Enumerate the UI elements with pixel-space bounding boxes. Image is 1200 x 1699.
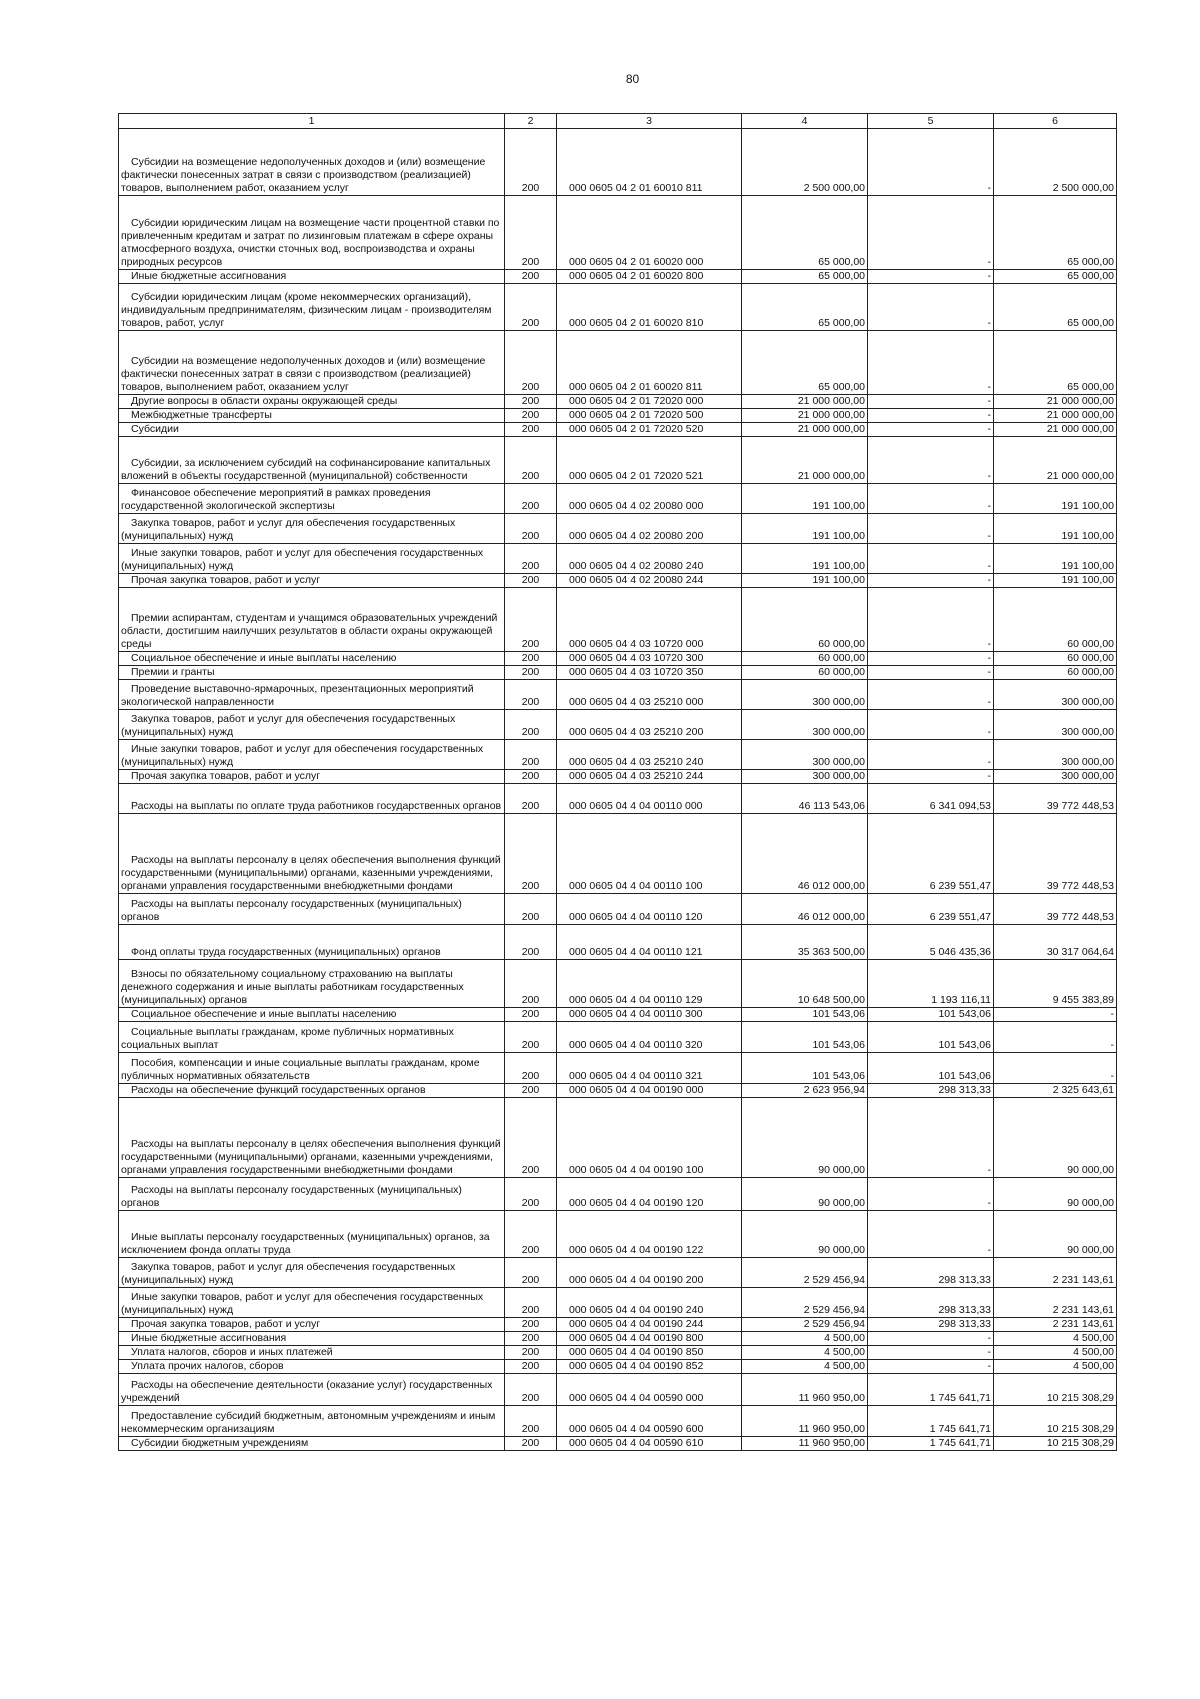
row-unexecuted-cell: 65 000,00 xyxy=(994,331,1117,395)
row-budget-code-cell: 000 0605 04 4 03 25210 200 xyxy=(557,710,742,740)
row-executed-cell: 6 239 551,47 xyxy=(868,814,994,894)
row-budget-code-cell: 000 0605 04 4 04 00190 800 xyxy=(557,1332,742,1346)
row-admin-code-cell: 200 xyxy=(505,740,557,770)
table-row xyxy=(119,1437,1117,1451)
row-unexecuted-cell: - xyxy=(994,1022,1117,1053)
row-approved-cell: 60 000,00 xyxy=(742,588,868,652)
row-unexecuted-cell: 39 772 448,53 xyxy=(994,784,1117,814)
row-budget-code-cell: 000 0605 04 4 04 00190 100 xyxy=(557,1098,742,1178)
row-name-cell: Пособия, компенсации и иные социальные выплаты гражданам, кроме публичных нормативных обязательств xyxy=(119,1053,505,1084)
table-row xyxy=(119,437,1117,484)
row-executed-cell: 1 745 641,71 xyxy=(868,1374,994,1406)
row-unexecuted-cell: 300 000,00 xyxy=(994,680,1117,710)
row-name-cell: Субсидии юридическим лицам (кроме некоммерческих организаций), индивидуальным предпринимателям, физическим лицам - производителям товаров, работ, услуг xyxy=(119,284,505,331)
row-name-cell: Иные закупки товаров, работ и услуг для обеспечения государственных (муниципальных) нужд xyxy=(119,1288,505,1318)
row-executed-cell: - xyxy=(868,588,994,652)
row-name-cell: Финансовое обеспечение мероприятий в рамках проведения государственной экологической экспертизы xyxy=(119,484,505,514)
row-budget-code-cell: 000 0605 04 4 02 20080 200 xyxy=(557,514,742,544)
row-name-cell: Другие вопросы в области охраны окружающей среды xyxy=(119,395,505,409)
row-budget-code-cell: 000 0605 04 4 04 00110 321 xyxy=(557,1053,742,1084)
row-unexecuted-cell: 65 000,00 xyxy=(994,284,1117,331)
table-row xyxy=(119,894,1117,925)
row-executed-cell: - xyxy=(868,514,994,544)
row-name-cell: Иные закупки товаров, работ и услуг для обеспечения государственных (муниципальных) нужд xyxy=(119,740,505,770)
table-row xyxy=(119,1318,1117,1332)
row-unexecuted-cell: 21 000 000,00 xyxy=(994,409,1117,423)
table-row xyxy=(119,1360,1117,1374)
row-budget-code-cell: 000 0605 04 2 01 60010 811 xyxy=(557,129,742,196)
row-name-cell: Фонд оплаты труда государственных (муниципальных) органов xyxy=(119,925,505,960)
row-executed-cell: - xyxy=(868,1360,994,1374)
row-budget-code-cell: 000 0605 04 4 04 00110 100 xyxy=(557,814,742,894)
row-budget-code-cell: 000 0605 04 4 04 00110 320 xyxy=(557,1022,742,1053)
row-admin-code-cell: 200 xyxy=(505,1332,557,1346)
row-approved-cell: 65 000,00 xyxy=(742,270,868,284)
row-approved-cell: 300 000,00 xyxy=(742,680,868,710)
column-header: 6 xyxy=(994,114,1117,129)
row-approved-cell: 35 363 500,00 xyxy=(742,925,868,960)
table-row xyxy=(119,960,1117,1008)
row-approved-cell: 2 529 456,94 xyxy=(742,1288,868,1318)
row-unexecuted-cell: - xyxy=(994,1008,1117,1022)
row-approved-cell: 101 543,06 xyxy=(742,1022,868,1053)
row-name-cell: Иные выплаты персоналу государственных (муниципальных) органов, за исключением фонда оплаты труда xyxy=(119,1211,505,1258)
row-admin-code-cell: 200 xyxy=(505,514,557,544)
row-name-cell: Иные бюджетные ассигнования xyxy=(119,1332,505,1346)
row-executed-cell: - xyxy=(868,710,994,740)
row-name-cell: Прочая закупка товаров, работ и услуг xyxy=(119,770,505,784)
row-unexecuted-cell: 10 215 308,29 xyxy=(994,1374,1117,1406)
row-unexecuted-cell: 191 100,00 xyxy=(994,574,1117,588)
row-name-cell: Субсидии xyxy=(119,423,505,437)
row-unexecuted-cell: 300 000,00 xyxy=(994,770,1117,784)
row-unexecuted-cell: - xyxy=(994,1053,1117,1084)
row-executed-cell: - xyxy=(868,270,994,284)
row-name-cell: Социальное обеспечение и иные выплаты населению xyxy=(119,1008,505,1022)
row-budget-code-cell: 000 0605 04 4 04 00190 850 xyxy=(557,1346,742,1360)
row-budget-code-cell: 000 0605 04 4 02 20080 000 xyxy=(557,484,742,514)
row-unexecuted-cell: 300 000,00 xyxy=(994,740,1117,770)
row-executed-cell: - xyxy=(868,437,994,484)
row-approved-cell: 65 000,00 xyxy=(742,196,868,270)
row-admin-code-cell: 200 xyxy=(505,1318,557,1332)
row-admin-code-cell: 200 xyxy=(505,1084,557,1098)
row-budget-code-cell: 000 0605 04 4 04 00190 000 xyxy=(557,1084,742,1098)
row-name-cell: Предоставление субсидий бюджетным, автономным учреждениям и иным некоммерческим организациям xyxy=(119,1406,505,1437)
page-number: 80 xyxy=(625,72,640,86)
row-budget-code-cell: 000 0605 04 4 04 00190 200 xyxy=(557,1258,742,1288)
row-admin-code-cell: 200 xyxy=(505,423,557,437)
column-header: 3 xyxy=(557,114,742,129)
row-admin-code-cell: 200 xyxy=(505,1008,557,1022)
table-row xyxy=(119,1346,1117,1360)
row-name-cell: Закупка товаров, работ и услуг для обеспечения государственных (муниципальных) нужд xyxy=(119,514,505,544)
row-admin-code-cell: 200 xyxy=(505,1346,557,1360)
row-unexecuted-cell: 300 000,00 xyxy=(994,710,1117,740)
row-name-cell: Расходы на обеспечение функций государственных органов xyxy=(119,1084,505,1098)
row-executed-cell: - xyxy=(868,770,994,784)
table-row xyxy=(119,1178,1117,1211)
row-executed-cell: - xyxy=(868,1211,994,1258)
row-admin-code-cell: 200 xyxy=(505,588,557,652)
row-name-cell: Субсидии, за исключением субсидий на софинансирование капитальных вложений в объекты государственной (муниципальной) собственности xyxy=(119,437,505,484)
row-admin-code-cell: 200 xyxy=(505,1178,557,1211)
row-executed-cell: - xyxy=(868,1346,994,1360)
row-executed-cell: 6 239 551,47 xyxy=(868,894,994,925)
row-executed-cell: - xyxy=(868,484,994,514)
row-unexecuted-cell: 60 000,00 xyxy=(994,588,1117,652)
row-executed-cell: - xyxy=(868,423,994,437)
table-row xyxy=(119,652,1117,666)
row-name-cell: Иные закупки товаров, работ и услуг для обеспечения государственных (муниципальных) нужд xyxy=(119,544,505,574)
row-unexecuted-cell: 2 500 000,00 xyxy=(994,129,1117,196)
row-admin-code-cell: 200 xyxy=(505,196,557,270)
row-name-cell: Прочая закупка товаров, работ и услуг xyxy=(119,1318,505,1332)
row-budget-code-cell: 000 0605 04 2 01 72020 000 xyxy=(557,395,742,409)
table-row xyxy=(119,710,1117,740)
row-executed-cell: - xyxy=(868,409,994,423)
row-name-cell: Субсидии бюджетным учреждениям xyxy=(119,1437,505,1451)
row-budget-code-cell: 000 0605 04 4 02 20080 244 xyxy=(557,574,742,588)
row-budget-code-cell: 000 0605 04 4 04 00590 600 xyxy=(557,1406,742,1437)
row-unexecuted-cell: 60 000,00 xyxy=(994,666,1117,680)
row-name-cell: Расходы на выплаты персоналу государственных (муниципальных) органов xyxy=(119,1178,505,1211)
row-budget-code-cell: 000 0605 04 4 04 00110 000 xyxy=(557,784,742,814)
row-approved-cell: 101 543,06 xyxy=(742,1053,868,1084)
row-budget-code-cell: 000 0605 04 2 01 72020 521 xyxy=(557,437,742,484)
row-admin-code-cell: 200 xyxy=(505,437,557,484)
row-name-cell: Расходы на выплаты персоналу государственных (муниципальных) органов xyxy=(119,894,505,925)
row-approved-cell: 10 648 500,00 xyxy=(742,960,868,1008)
row-budget-code-cell: 000 0605 04 4 03 25210 240 xyxy=(557,740,742,770)
table-row xyxy=(119,574,1117,588)
column-header: 2 xyxy=(505,114,557,129)
table-row xyxy=(119,395,1117,409)
row-approved-cell: 60 000,00 xyxy=(742,652,868,666)
row-approved-cell: 191 100,00 xyxy=(742,484,868,514)
row-name-cell: Уплата налогов, сборов и иных платежей xyxy=(119,1346,505,1360)
row-executed-cell: 101 543,06 xyxy=(868,1008,994,1022)
row-unexecuted-cell: 90 000,00 xyxy=(994,1178,1117,1211)
table-row xyxy=(119,1053,1117,1084)
table-row xyxy=(119,1098,1117,1178)
table-row xyxy=(119,666,1117,680)
row-unexecuted-cell: 2 325 643,61 xyxy=(994,1084,1117,1098)
row-unexecuted-cell: 30 317 064,64 xyxy=(994,925,1117,960)
row-budget-code-cell: 000 0605 04 4 04 00110 300 xyxy=(557,1008,742,1022)
row-name-cell: Расходы на выплаты по оплате труда работников государственных органов xyxy=(119,784,505,814)
table-row xyxy=(119,196,1117,270)
row-admin-code-cell: 200 xyxy=(505,544,557,574)
row-admin-code-cell: 200 xyxy=(505,1437,557,1451)
row-admin-code-cell: 200 xyxy=(505,710,557,740)
row-budget-code-cell: 000 0605 04 4 04 00190 120 xyxy=(557,1178,742,1211)
table-row xyxy=(119,514,1117,544)
row-admin-code-cell: 200 xyxy=(505,331,557,395)
row-admin-code-cell: 200 xyxy=(505,960,557,1008)
row-admin-code-cell: 200 xyxy=(505,680,557,710)
row-approved-cell: 90 000,00 xyxy=(742,1098,868,1178)
row-unexecuted-cell: 9 455 383,89 xyxy=(994,960,1117,1008)
row-admin-code-cell: 200 xyxy=(505,894,557,925)
row-unexecuted-cell: 65 000,00 xyxy=(994,196,1117,270)
row-unexecuted-cell: 21 000 000,00 xyxy=(994,437,1117,484)
column-header: 4 xyxy=(742,114,868,129)
row-admin-code-cell: 200 xyxy=(505,1211,557,1258)
table-row xyxy=(119,770,1117,784)
row-budget-code-cell: 000 0605 04 4 04 00110 129 xyxy=(557,960,742,1008)
row-executed-cell: - xyxy=(868,1098,994,1178)
row-executed-cell: 101 543,06 xyxy=(868,1022,994,1053)
row-executed-cell: - xyxy=(868,1332,994,1346)
row-admin-code-cell: 200 xyxy=(505,814,557,894)
row-budget-code-cell: 000 0605 04 4 03 10720 300 xyxy=(557,652,742,666)
row-admin-code-cell: 200 xyxy=(505,666,557,680)
table-row xyxy=(119,1332,1117,1346)
row-approved-cell: 300 000,00 xyxy=(742,740,868,770)
row-budget-code-cell: 000 0605 04 2 01 60020 811 xyxy=(557,331,742,395)
row-budget-code-cell: 000 0605 04 2 01 72020 500 xyxy=(557,409,742,423)
table-row xyxy=(119,814,1117,894)
row-budget-code-cell: 000 0605 04 4 03 10720 350 xyxy=(557,666,742,680)
row-approved-cell: 46 012 000,00 xyxy=(742,894,868,925)
row-unexecuted-cell: 191 100,00 xyxy=(994,514,1117,544)
row-approved-cell: 2 529 456,94 xyxy=(742,1318,868,1332)
row-admin-code-cell: 200 xyxy=(505,484,557,514)
table-row xyxy=(119,925,1117,960)
row-approved-cell: 21 000 000,00 xyxy=(742,437,868,484)
row-approved-cell: 4 500,00 xyxy=(742,1360,868,1374)
row-executed-cell: 298 313,33 xyxy=(868,1258,994,1288)
row-admin-code-cell: 200 xyxy=(505,1053,557,1084)
table-row xyxy=(119,1008,1117,1022)
row-admin-code-cell: 200 xyxy=(505,395,557,409)
row-executed-cell: - xyxy=(868,666,994,680)
table-row xyxy=(119,1374,1117,1406)
table-row xyxy=(119,680,1117,710)
column-header: 5 xyxy=(868,114,994,129)
row-executed-cell: - xyxy=(868,680,994,710)
row-executed-cell: 6 341 094,53 xyxy=(868,784,994,814)
row-name-cell: Проведение выставочно-ярмарочных, презентационных мероприятий экологической направленности xyxy=(119,680,505,710)
table-row xyxy=(119,284,1117,331)
row-approved-cell: 90 000,00 xyxy=(742,1178,868,1211)
row-budget-code-cell: 000 0605 04 2 01 60020 810 xyxy=(557,284,742,331)
table-row xyxy=(119,740,1117,770)
row-unexecuted-cell: 2 231 143,61 xyxy=(994,1318,1117,1332)
row-executed-cell: 298 313,33 xyxy=(868,1318,994,1332)
row-name-cell: Премии аспирантам, студентам и учащимся образовательных учреждений области, достигшим наилучших результатов в области охраны окружающей среды xyxy=(119,588,505,652)
row-executed-cell: - xyxy=(868,652,994,666)
row-unexecuted-cell: 90 000,00 xyxy=(994,1098,1117,1178)
row-executed-cell: 101 543,06 xyxy=(868,1053,994,1084)
row-budget-code-cell: 000 0605 04 4 04 00190 244 xyxy=(557,1318,742,1332)
row-executed-cell: - xyxy=(868,544,994,574)
row-approved-cell: 46 012 000,00 xyxy=(742,814,868,894)
row-admin-code-cell: 200 xyxy=(505,1360,557,1374)
table-row xyxy=(119,1084,1117,1098)
row-budget-code-cell: 000 0605 04 2 01 60020 000 xyxy=(557,196,742,270)
row-executed-cell: - xyxy=(868,129,994,196)
row-executed-cell: 298 313,33 xyxy=(868,1084,994,1098)
row-executed-cell: - xyxy=(868,284,994,331)
row-approved-cell: 300 000,00 xyxy=(742,770,868,784)
row-executed-cell: 1 745 641,71 xyxy=(868,1406,994,1437)
row-name-cell: Расходы на выплаты персоналу в целях обеспечения выполнения функций государственными (муниципальными) органами, казенными учреждениями, органами управления государственными внебюджетными фондами xyxy=(119,814,505,894)
table-row xyxy=(119,1258,1117,1288)
table-body xyxy=(119,129,1117,1451)
row-budget-code-cell: 000 0605 04 4 04 00190 240 xyxy=(557,1288,742,1318)
row-approved-cell: 60 000,00 xyxy=(742,666,868,680)
row-unexecuted-cell: 21 000 000,00 xyxy=(994,395,1117,409)
row-approved-cell: 11 960 950,00 xyxy=(742,1437,868,1451)
row-unexecuted-cell: 65 000,00 xyxy=(994,270,1117,284)
row-unexecuted-cell: 2 231 143,61 xyxy=(994,1258,1117,1288)
row-unexecuted-cell: 90 000,00 xyxy=(994,1211,1117,1258)
row-admin-code-cell: 200 xyxy=(505,770,557,784)
table-row xyxy=(119,423,1117,437)
row-executed-cell: - xyxy=(868,196,994,270)
row-approved-cell: 2 623 956,94 xyxy=(742,1084,868,1098)
table-row xyxy=(119,1211,1117,1258)
row-name-cell: Межбюджетные трансферты xyxy=(119,409,505,423)
table-row xyxy=(119,129,1117,196)
table-row xyxy=(119,331,1117,395)
table-row xyxy=(119,484,1117,514)
row-name-cell: Закупка товаров, работ и услуг для обеспечения государственных (муниципальных) нужд xyxy=(119,1258,505,1288)
row-name-cell: Премии и гранты xyxy=(119,666,505,680)
row-unexecuted-cell: 10 215 308,29 xyxy=(994,1437,1117,1451)
table-row xyxy=(119,409,1117,423)
column-header: 1 xyxy=(119,114,505,129)
row-unexecuted-cell: 21 000 000,00 xyxy=(994,423,1117,437)
row-approved-cell: 4 500,00 xyxy=(742,1346,868,1360)
row-executed-cell: 298 313,33 xyxy=(868,1288,994,1318)
table-row xyxy=(119,1406,1117,1437)
row-name-cell: Взносы по обязательному социальному страхованию на выплаты денежного содержания и иные выплаты работникам государственных (муниципальных) органов xyxy=(119,960,505,1008)
row-name-cell: Расходы на обеспечение деятельности (оказание услуг) государственных учреждений xyxy=(119,1374,505,1406)
row-admin-code-cell: 200 xyxy=(505,1258,557,1288)
row-unexecuted-cell: 39 772 448,53 xyxy=(994,814,1117,894)
row-admin-code-cell: 200 xyxy=(505,270,557,284)
row-approved-cell: 21 000 000,00 xyxy=(742,395,868,409)
row-approved-cell: 11 960 950,00 xyxy=(742,1374,868,1406)
row-unexecuted-cell: 10 215 308,29 xyxy=(994,1406,1117,1437)
row-budget-code-cell: 000 0605 04 4 03 10720 000 xyxy=(557,588,742,652)
row-executed-cell: 1 745 641,71 xyxy=(868,1437,994,1451)
table-row xyxy=(119,270,1117,284)
row-name-cell: Расходы на выплаты персоналу в целях обеспечения выполнения функций государственными (муниципальными) органами, казенными учреждениями, органами управления государственными внебюджетными фондами xyxy=(119,1098,505,1178)
row-admin-code-cell: 200 xyxy=(505,1022,557,1053)
table-header-row xyxy=(119,114,1117,129)
row-approved-cell: 300 000,00 xyxy=(742,710,868,740)
row-approved-cell: 2 500 000,00 xyxy=(742,129,868,196)
row-approved-cell: 11 960 950,00 xyxy=(742,1406,868,1437)
row-unexecuted-cell: 4 500,00 xyxy=(994,1346,1117,1360)
row-name-cell: Иные бюджетные ассигнования xyxy=(119,270,505,284)
row-unexecuted-cell: 4 500,00 xyxy=(994,1332,1117,1346)
row-admin-code-cell: 200 xyxy=(505,284,557,331)
row-unexecuted-cell: 191 100,00 xyxy=(994,484,1117,514)
row-admin-code-cell: 200 xyxy=(505,1406,557,1437)
row-budget-code-cell: 000 0605 04 4 04 00190 852 xyxy=(557,1360,742,1374)
row-unexecuted-cell: 2 231 143,61 xyxy=(994,1288,1117,1318)
row-approved-cell: 101 543,06 xyxy=(742,1008,868,1022)
row-admin-code-cell: 200 xyxy=(505,129,557,196)
row-executed-cell: 5 046 435,36 xyxy=(868,925,994,960)
row-name-cell: Субсидии юридическим лицам на возмещение части процентной ставки по привлеченным кредитам и затрат по лизинговым платежам в сфере охраны атмосферного воздуха, очистки сточных вод, воспроизводства и охраны природных ресурсов xyxy=(119,196,505,270)
table-row xyxy=(119,544,1117,574)
row-unexecuted-cell: 191 100,00 xyxy=(994,544,1117,574)
row-admin-code-cell: 200 xyxy=(505,1098,557,1178)
table-row xyxy=(119,784,1117,814)
row-name-cell: Прочая закупка товаров, работ и услуг xyxy=(119,574,505,588)
row-admin-code-cell: 200 xyxy=(505,652,557,666)
row-budget-code-cell: 000 0605 04 4 04 00190 122 xyxy=(557,1211,742,1258)
row-budget-code-cell: 000 0605 04 4 02 20080 240 xyxy=(557,544,742,574)
row-approved-cell: 21 000 000,00 xyxy=(742,423,868,437)
row-admin-code-cell: 200 xyxy=(505,784,557,814)
table-row xyxy=(119,1288,1117,1318)
table-row xyxy=(119,1022,1117,1053)
row-executed-cell: - xyxy=(868,574,994,588)
row-admin-code-cell: 200 xyxy=(505,1374,557,1406)
row-budget-code-cell: 000 0605 04 2 01 72020 520 xyxy=(557,423,742,437)
row-name-cell: Субсидии на возмещение недополученных доходов и (или) возмещение фактически понесенных затрат в связи с производством (реализацией) товаров, выполнением работ, оказанием услуг xyxy=(119,331,505,395)
table-row xyxy=(119,588,1117,652)
row-budget-code-cell: 000 0605 04 4 03 25210 244 xyxy=(557,770,742,784)
row-budget-code-cell: 000 0605 04 4 04 00590 000 xyxy=(557,1374,742,1406)
row-unexecuted-cell: 4 500,00 xyxy=(994,1360,1117,1374)
row-approved-cell: 65 000,00 xyxy=(742,331,868,395)
row-approved-cell: 21 000 000,00 xyxy=(742,409,868,423)
row-name-cell: Субсидии на возмещение недополученных доходов и (или) возмещение фактически понесенных затрат в связи с производством (реализацией) товаров, выполнением работ, оказанием услуг xyxy=(119,129,505,196)
row-admin-code-cell: 200 xyxy=(505,574,557,588)
row-admin-code-cell: 200 xyxy=(505,1288,557,1318)
row-name-cell: Социальное обеспечение и иные выплаты населению xyxy=(119,652,505,666)
row-approved-cell: 90 000,00 xyxy=(742,1211,868,1258)
row-budget-code-cell: 000 0605 04 4 04 00590 610 xyxy=(557,1437,742,1451)
row-name-cell: Социальные выплаты гражданам, кроме публичных нормативных социальных выплат xyxy=(119,1022,505,1053)
row-unexecuted-cell: 39 772 448,53 xyxy=(994,894,1117,925)
row-executed-cell: 1 193 116,11 xyxy=(868,960,994,1008)
row-approved-cell: 2 529 456,94 xyxy=(742,1258,868,1288)
row-approved-cell: 191 100,00 xyxy=(742,574,868,588)
row-executed-cell: - xyxy=(868,331,994,395)
budget-table xyxy=(118,113,1117,1451)
row-executed-cell: - xyxy=(868,395,994,409)
row-admin-code-cell: 200 xyxy=(505,409,557,423)
row-approved-cell: 65 000,00 xyxy=(742,284,868,331)
row-approved-cell: 46 113 543,06 xyxy=(742,784,868,814)
row-approved-cell: 191 100,00 xyxy=(742,544,868,574)
row-executed-cell: - xyxy=(868,1178,994,1211)
row-budget-code-cell: 000 0605 04 2 01 60020 800 xyxy=(557,270,742,284)
row-budget-code-cell: 000 0605 04 4 04 00110 121 xyxy=(557,925,742,960)
row-name-cell: Закупка товаров, работ и услуг для обеспечения государственных (муниципальных) нужд xyxy=(119,710,505,740)
row-unexecuted-cell: 60 000,00 xyxy=(994,652,1117,666)
row-approved-cell: 4 500,00 xyxy=(742,1332,868,1346)
row-admin-code-cell: 200 xyxy=(505,925,557,960)
row-budget-code-cell: 000 0605 04 4 03 25210 000 xyxy=(557,680,742,710)
row-name-cell: Уплата прочих налогов, сборов xyxy=(119,1360,505,1374)
row-executed-cell: - xyxy=(868,740,994,770)
row-approved-cell: 191 100,00 xyxy=(742,514,868,544)
row-budget-code-cell: 000 0605 04 4 04 00110 120 xyxy=(557,894,742,925)
